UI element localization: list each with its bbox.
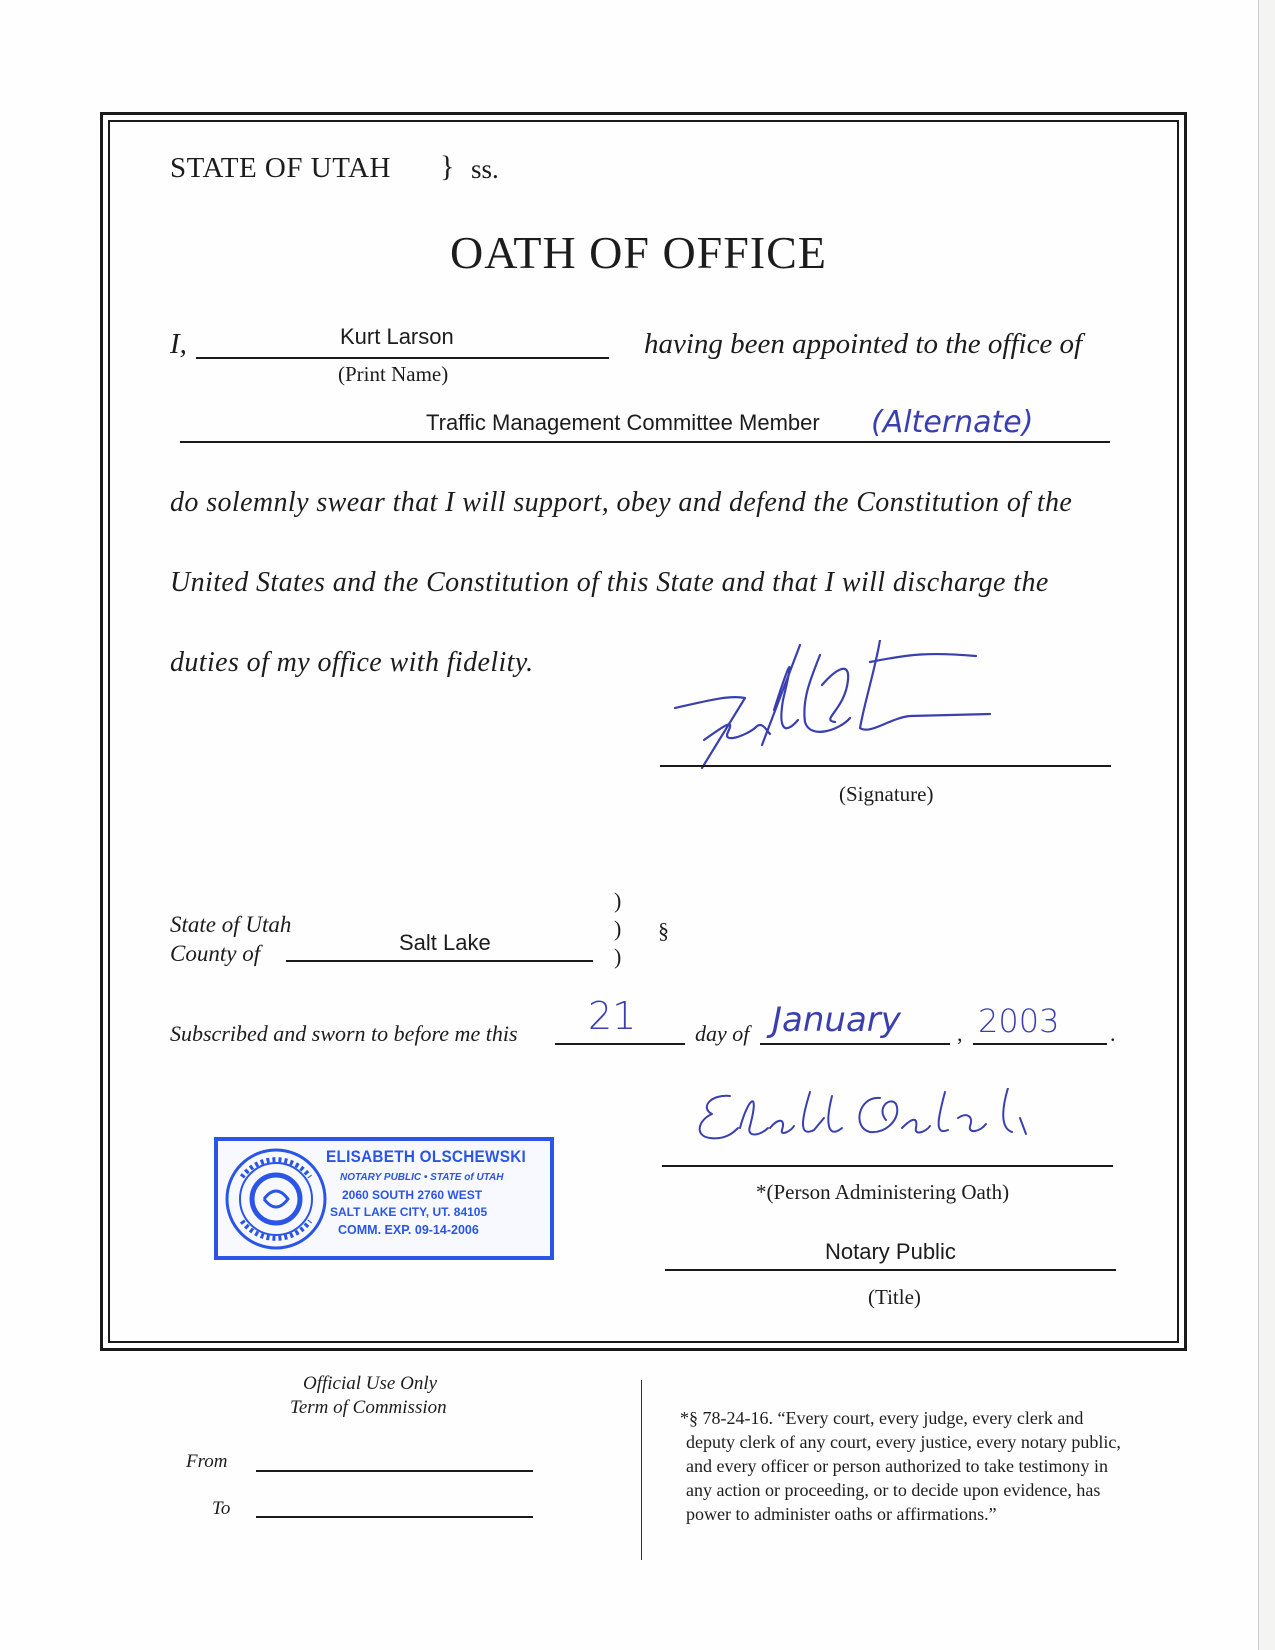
print-name-caption: (Print Name) xyxy=(338,362,449,386)
statute-line-5: power to administer oaths or affirmations.” xyxy=(686,1504,997,1524)
administering-line xyxy=(662,1165,1113,1167)
signature-line xyxy=(660,765,1111,767)
vertical-divider xyxy=(641,1380,642,1560)
from-line xyxy=(256,1470,533,1472)
oath-body-line-2: United States and the Constitution of this State and that I will discharge the xyxy=(170,567,1049,598)
year-value: 2003 xyxy=(978,1002,1060,1040)
office-line xyxy=(180,441,1110,443)
oath-body-line-3: duties of my office with fidelity. xyxy=(170,647,534,678)
from-label: From xyxy=(186,1451,228,1472)
statute-line-4: any action or proceeding, or to decide upon evidence, has xyxy=(686,1480,1101,1500)
to-line xyxy=(256,1516,533,1518)
statute-line-1: *§ 78-24-16. “Every court, every judge, every clerk and xyxy=(680,1408,1084,1428)
stamp-name: ELISABETH OLSCHEWSKI xyxy=(326,1147,527,1166)
to-label: To xyxy=(212,1498,231,1519)
venue-paren-3: ) xyxy=(614,944,622,969)
title-caption: (Title) xyxy=(868,1285,921,1309)
statute-line-2: deputy clerk of any court, every justice, every notary public, xyxy=(686,1432,1121,1452)
stamp-line-1: NOTARY PUBLIC • STATE of UTAH xyxy=(340,1172,504,1183)
signature-caption: (Signature) xyxy=(839,782,934,806)
brace: } xyxy=(440,150,455,183)
notary-signature xyxy=(690,1088,1050,1168)
oath-taker-signature xyxy=(670,640,1020,775)
subscribed-prefix: Subscribed and sworn to before me this xyxy=(170,1021,518,1046)
ss-label: ss. xyxy=(471,154,499,184)
year-line xyxy=(973,1043,1107,1045)
venue-paren-2: ) xyxy=(614,916,622,941)
stamp-line-4: COMM. EXP. 09-14-2006 xyxy=(338,1223,479,1237)
date-period: . xyxy=(1110,1021,1116,1046)
i-label: I, xyxy=(170,328,187,360)
administering-caption: *(Person Administering Oath) xyxy=(756,1180,1010,1204)
venue-paren-1: ) xyxy=(614,888,622,913)
statute-line-3: and every officer or person authorized to take testimony in xyxy=(686,1456,1109,1476)
term-heading: Term of Commission xyxy=(290,1397,447,1418)
stamp-line-2: 2060 SOUTH 2760 WEST xyxy=(342,1188,483,1202)
state-heading: STATE OF UTAH xyxy=(170,152,391,184)
day-value: 21 xyxy=(588,994,637,1038)
office-handwritten-note: (Alternate) xyxy=(871,405,1034,440)
month-value: January xyxy=(772,1000,901,1040)
section-symbol: § xyxy=(658,918,669,943)
month-line xyxy=(760,1043,950,1045)
appointed-text: having been appointed to the office of xyxy=(644,328,1083,360)
print-name-line xyxy=(196,357,609,359)
office-value: Traffic Management Committee Member xyxy=(426,410,820,435)
oath-body-line-1: do solemnly swear that I will support, obey and defend the Constitution of the xyxy=(170,487,1073,518)
print-name-value: Kurt Larson xyxy=(340,324,454,349)
venue-county-label: County of xyxy=(170,941,261,966)
date-comma: , xyxy=(957,1021,963,1046)
stamp-line-3: SALT LAKE CITY, UT. 84105 xyxy=(330,1205,488,1219)
official-use-heading: Official Use Only xyxy=(303,1373,438,1394)
notary-seal xyxy=(224,1147,328,1251)
title-line xyxy=(665,1269,1116,1271)
day-of-label: day of xyxy=(695,1021,750,1046)
day-line xyxy=(555,1043,685,1045)
document-title: OATH OF OFFICE xyxy=(450,227,827,278)
county-line xyxy=(286,960,593,962)
venue-state-label: State of Utah xyxy=(170,912,292,937)
county-value: Salt Lake xyxy=(399,930,491,955)
notary-stamp xyxy=(214,1137,554,1260)
notary-title-value: Notary Public xyxy=(825,1239,956,1264)
